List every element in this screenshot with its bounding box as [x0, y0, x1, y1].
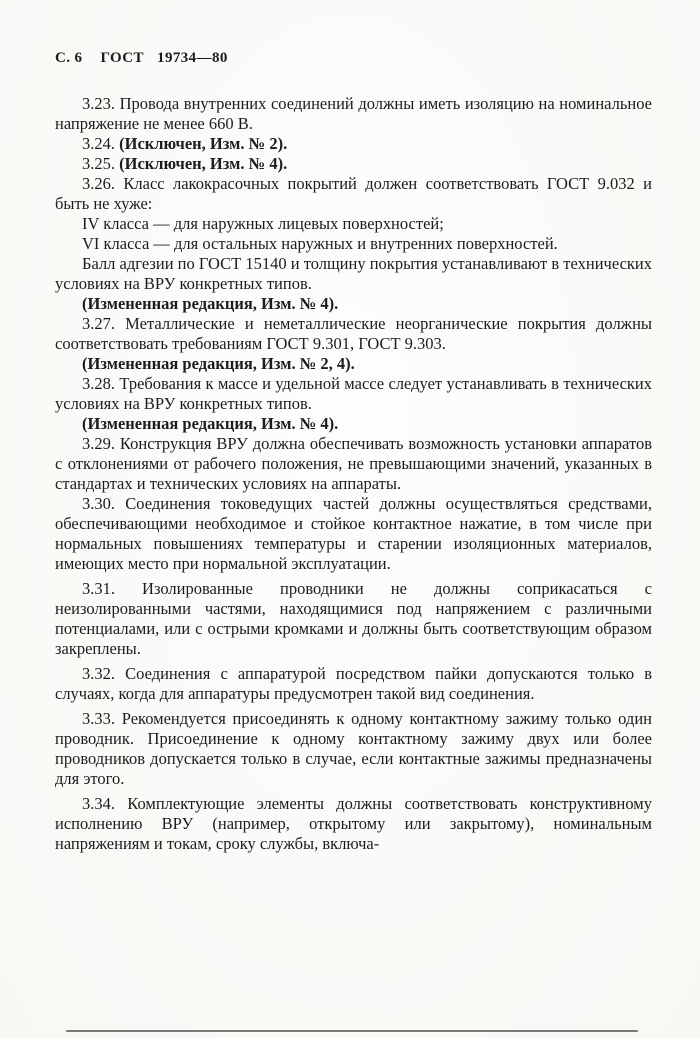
- paragraph-text: 3.23. Провода внутренних соединений должны иметь изоляцию на номинальное напряжение не менее 660 В.: [55, 94, 652, 133]
- page-number-label: С. 6: [55, 50, 83, 66]
- paragraph-bold-text: (Измененная редакция, Изм. № 4).: [82, 414, 339, 433]
- paragraph-text: 3.31. Изолированные проводники не должны соприкасаться с неизолированными частями, находящимися под напряжением с различными потенциалами, или с острыми кромками и должны быть соответствующим образом закреплены.: [55, 579, 652, 658]
- paragraph-bold-text: (Измененная редакция, Изм. № 4).: [82, 294, 339, 313]
- paragraph: [55, 709, 652, 789]
- paragraph: [55, 154, 652, 174]
- paragraph: [55, 354, 652, 374]
- scan-artifact-line: [66, 1030, 638, 1032]
- paragraph: [55, 234, 652, 254]
- paragraph: [55, 794, 652, 854]
- paragraph-text: 3.34. Комплектующие элементы должны соответствовать конструктивному исполнению ВРУ (например, открытому или закрытому), номинальным напряжениям и токам, сроку службы, включа-: [55, 794, 652, 853]
- paragraph: [55, 294, 652, 314]
- paragraph: [55, 374, 652, 414]
- paragraph: [55, 174, 652, 214]
- paragraph-text: 3.25.: [82, 154, 120, 173]
- paragraph-text: 3.33. Рекомендуется присоединять к одному контактному зажиму только один проводник. Присоединение к одному контактному зажиму двух или более проводников допускается только в случае, если контактные зажимы предназначены для этого.: [55, 709, 652, 788]
- paragraph: [55, 579, 652, 659]
- paragraph: [55, 494, 652, 574]
- paragraph: [55, 94, 652, 134]
- paragraph-text: 3.30. Соединения токоведущих частей должны осуществляться средствами, обеспечивающими необходимое и стойкое контактное нажатие, в том числе при нормальных повышениях температуры и старении изоляционных материалов, имеющих место при нормальной эксплуатации.: [55, 494, 652, 573]
- document-body: [55, 94, 652, 854]
- paragraph: [55, 434, 652, 494]
- paragraph-text: 3.27. Металлические и неметаллические неорганические покрытия должны соответствовать требованиям ГОСТ 9.301, ГОСТ 9.303.: [55, 314, 652, 353]
- page-header: [55, 50, 652, 67]
- paragraph: [55, 664, 652, 704]
- paragraph-bold-text: (Исключен, Изм. № 4).: [119, 154, 288, 173]
- standard-number-label: ГОСТ 19734—80: [100, 50, 228, 66]
- paragraph-bold-text: (Исключен, Изм. № 2).: [119, 134, 288, 153]
- paragraph: [55, 314, 652, 354]
- paragraph-text: 3.28. Требования к массе и удельной массе следует устанавливать в технических условиях на ВРУ конкретных типов.: [55, 374, 652, 413]
- paragraph-text: IV класса — для наружных лицевых поверхностей;: [82, 214, 444, 233]
- paragraph-text: Балл адгезии по ГОСТ 15140 и толщину покрытия устанавливают в технических условиях на ВРУ конкретных типов.: [55, 254, 652, 293]
- paragraph-text: 3.24.: [82, 134, 120, 153]
- paragraph-text: VI класса — для остальных наружных и внутренних поверхностей.: [82, 234, 558, 253]
- paragraph: [55, 414, 652, 434]
- paragraph: [55, 254, 652, 294]
- paragraph-bold-text: (Измененная редакция, Изм. № 2, 4).: [82, 354, 355, 373]
- paragraph-text: 3.32. Соединения с аппаратурой посредством пайки допускаются только в случаях, когда для аппаратуры предусмотрен такой вид соединения.: [55, 664, 652, 703]
- paragraph-text: 3.26. Класс лакокрасочных покрытий должен соответствовать ГОСТ 9.032 и быть не хуже:: [55, 174, 652, 213]
- paragraph: [55, 134, 652, 154]
- paragraph: [55, 214, 652, 234]
- paragraph-text: 3.29. Конструкция ВРУ должна обеспечивать возможность установки аппаратов с отклонениями от рабочего положения, не превышающими значений, указанных в стандартах и технических условиях на аппараты.: [55, 434, 652, 493]
